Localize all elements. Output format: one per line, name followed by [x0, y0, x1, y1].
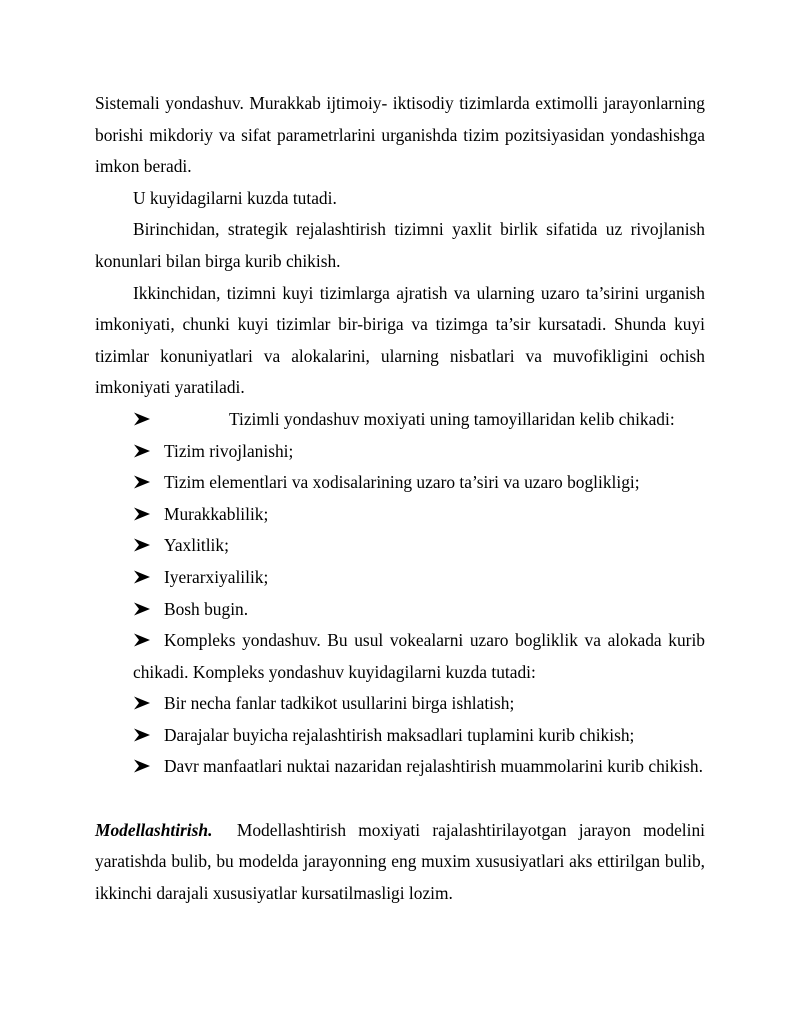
document-page: [95, 88, 705, 909]
paragraph-first: Birinchidan, strategik rejalashtirish tizimni yaxlit birlik sifatida uz rivojlanish konunlari bilan birga kurib chikish.: [95, 219, 705, 271]
list-item-text: Davr manfaatlari nuktai nazaridan rejalashtirish muammolarini kurib chikish.: [164, 756, 703, 777]
list-item-text: Iyerarxiyalilik;: [164, 566, 269, 587]
list-item-text: Bir necha fanlar tadkikot usullarini birga ishlatish;: [164, 693, 515, 714]
list-item: [95, 404, 705, 436]
list-item: [95, 751, 705, 783]
arrowhead-bullet-icon: [133, 412, 151, 426]
arrowhead-bullet-icon: [133, 538, 151, 552]
list-item-text: Tizimli yondashuv moxiyati uning tamoyillaridan kelib chikadi:: [229, 408, 675, 429]
paragraph-second: Ikkinchidan, tizimni kuyi tizimlarga ajratish va ularning uzaro ta’sirini urganish imkoniyati, chunki kuyi tizimlar bir-biriga va tizimga ta’sir kursatadi. Shunda kuyi tizimlar konuniyatlari va alokalarini, ularning nisbatlari va muvofikligini ochish imkoniyati yaratiladi.: [95, 282, 705, 398]
list-item-text: Murakkablilik;: [164, 503, 269, 524]
list-item: [95, 688, 705, 720]
arrowhead-bullet-icon: [133, 633, 151, 647]
term-modelling: Modellashtirish.: [95, 819, 213, 840]
list-item: [95, 562, 705, 594]
list-item: [95, 530, 705, 562]
bullet-list: [95, 404, 705, 783]
arrowhead-bullet-icon: [133, 444, 151, 458]
list-item-text: Tizim rivojlanishi;: [164, 440, 294, 461]
arrowhead-bullet-icon: [133, 475, 151, 489]
list-item: [95, 625, 705, 688]
list-item: [95, 720, 705, 752]
arrowhead-bullet-icon: [133, 759, 151, 773]
list-item-text: Bosh bugin.: [164, 598, 249, 619]
modelling-text: Modellashtirish moxiyati rajalashtirilayotgan jarayon modelini yaratishda bulib, bu modelda jarayonning eng muxim xususiyatlari aks ettirilgan bulib, ikkinchi darajali xususiyatlar kursatilmasligi lozim.: [95, 819, 705, 903]
paragraph-modelling: [95, 815, 705, 910]
list-item-text: Kompleks yondashuv. Bu usul vokealarni uzaro bogliklik va alokada kurib chikadi. Kompleks yondashuv kuyidagilarni kuzda tutadi:: [133, 630, 705, 682]
list-item: [95, 594, 705, 626]
paragraph-considers: U kuyidagilarni kuzda tutadi.: [133, 187, 337, 208]
list-item-text: Yaxlitlik;: [164, 535, 229, 556]
paragraph-systemic-approach: Sistemali yondashuv. Murakkab ijtimoiy- iktisodiy tizimlarda extimolli jarayonlarning borishi mikdoriy va sifat parametrlarini urganishda tizim pozitsiyasidan yondashishga imkon beradi.: [95, 93, 705, 177]
arrowhead-bullet-icon: [133, 602, 151, 616]
blank-line: [95, 783, 705, 815]
list-item-text: Darajalar buyicha rejalashtirish maksadlari tuplamini kurib chikish;: [164, 724, 635, 745]
arrowhead-bullet-icon: [133, 570, 151, 584]
list-item-text: Tizim elementlari va xodisalarining uzaro ta’siri va uzaro boglikligi;: [164, 472, 640, 493]
arrowhead-bullet-icon: [133, 728, 151, 742]
arrowhead-bullet-icon: [133, 696, 151, 710]
list-item: [95, 467, 705, 499]
list-item: [95, 436, 705, 468]
arrowhead-bullet-icon: [133, 507, 151, 521]
list-item: [95, 499, 705, 531]
